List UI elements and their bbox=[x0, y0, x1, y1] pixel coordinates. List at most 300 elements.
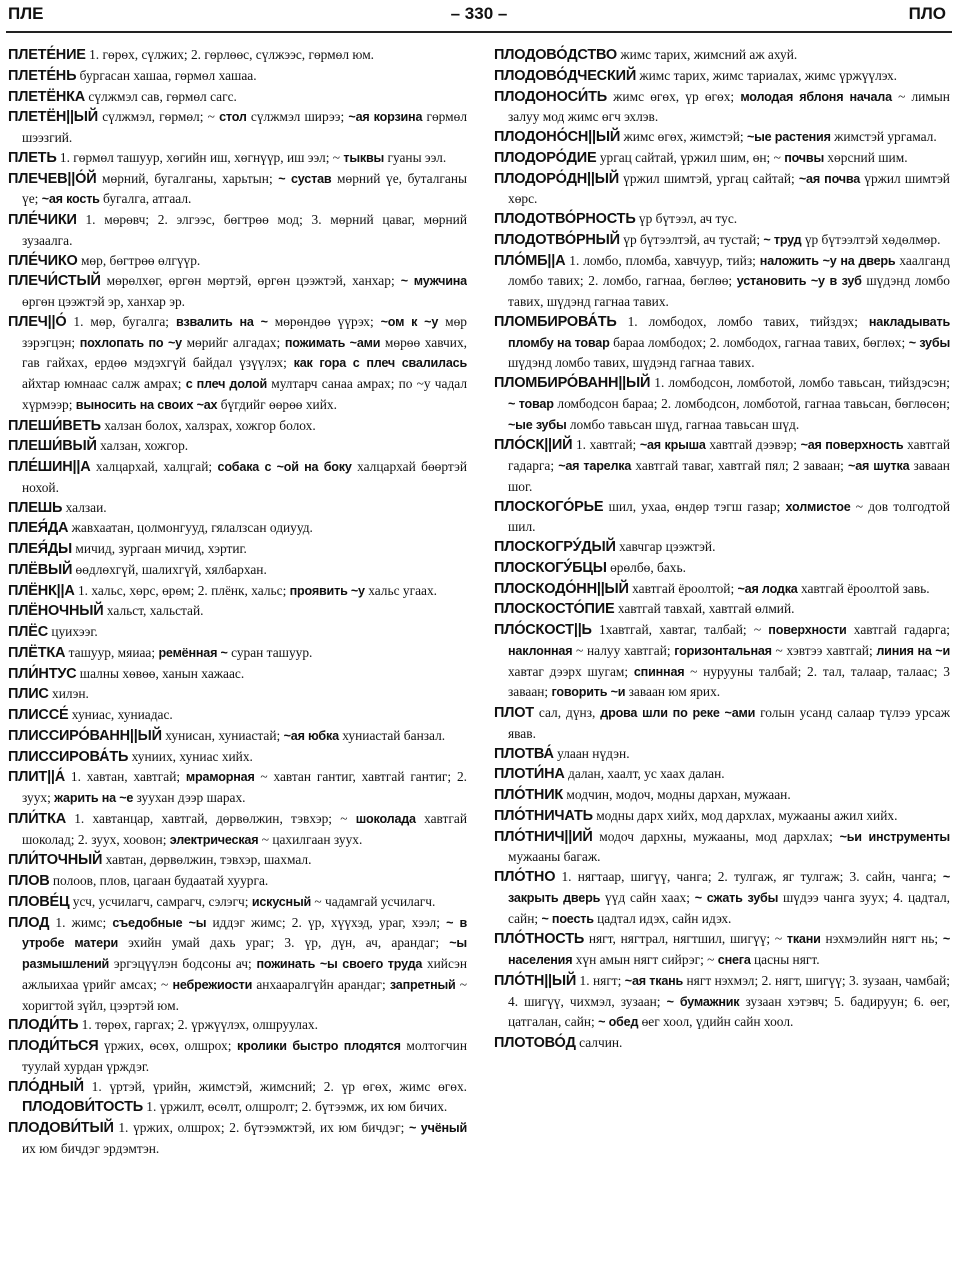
phrase: ~ая тарелка bbox=[558, 459, 632, 473]
definition-text: 1. ломбодсон, ломботой, ломбо тавьсан, тийздэсэн; bbox=[650, 375, 950, 390]
headword: ПЛОДОТВО́РНЫЙ bbox=[494, 231, 620, 248]
phrase: ~ труд bbox=[763, 232, 802, 247]
headword: ПЛО́ТНИК bbox=[494, 787, 564, 803]
definition-text: хавтгай гадарга; bbox=[846, 622, 950, 637]
dictionary-entry bbox=[494, 599, 950, 620]
definition-text: хуниас, хуниадас. bbox=[68, 707, 173, 722]
definition-text: айхтар юмнаас салж амрах; bbox=[22, 376, 186, 391]
definition-text: халзаи. bbox=[62, 499, 107, 515]
phrase: наложить ~у на дверь bbox=[759, 253, 896, 268]
definition-text: хавтгай шоколад; 2. зуух, хоовон; bbox=[22, 810, 467, 847]
headword: ПЛОСКОГРУ́ДЫЙ bbox=[494, 539, 616, 555]
phrase: кролики быстро плодятся bbox=[237, 1039, 401, 1053]
definition-text: мөрний, бугалганы, харьтын; bbox=[96, 170, 279, 186]
definition-text: шил, ухаа, өндөр тэгш газар; bbox=[603, 498, 786, 514]
dictionary-entry bbox=[494, 230, 950, 251]
phrase: ~ сжать зубы bbox=[694, 890, 779, 905]
dictionary-entry bbox=[8, 560, 467, 581]
definition-text: зуухан дээр шарах. bbox=[133, 790, 246, 805]
definition-text: ~ лимын залуу мод жимс өгч эхлэв. bbox=[508, 88, 950, 125]
definition-text: үр бүтээлтэй, ач тустай; bbox=[619, 231, 764, 247]
phrase: ~ учёный bbox=[408, 1121, 467, 1135]
definition-text: 1. жимс; bbox=[49, 914, 113, 930]
definition-text: салчин. bbox=[575, 1035, 623, 1050]
definition-text: халзан болох, халзрах, хожгор болох. bbox=[100, 417, 316, 433]
phrase: молодая яблоня начала bbox=[740, 89, 892, 104]
phrase: ~ая лодка bbox=[737, 581, 798, 596]
headword: ПЛОДИ́ТЬ bbox=[8, 1017, 79, 1034]
dictionary-entry bbox=[494, 251, 950, 312]
definition-text: 1. хавтгай; bbox=[572, 437, 640, 453]
dictionary-entry bbox=[494, 867, 950, 929]
definition-text: жимстэй ургамал. bbox=[830, 129, 937, 144]
phrase: ~ поесть bbox=[541, 911, 594, 926]
phrase: ~ьи инструменты bbox=[839, 829, 950, 844]
headword: ПЛО́ДНЫЙ bbox=[8, 1078, 84, 1095]
definition-text: хавчгар цээжтэй. bbox=[615, 539, 716, 554]
definition-text: бараа ломбодох; 2. ломбодох, гагнаа тавих, бөглөх; bbox=[609, 334, 909, 350]
definition-text: өөдлөхгүй, шалихгүй, хялбархан. bbox=[72, 561, 267, 577]
definition-text: жимс өгөх, жимстэй; bbox=[620, 129, 747, 144]
definition-text: үүд сайн хаах; bbox=[600, 889, 695, 905]
definition-text: халцархай бөөртэй нохой. bbox=[22, 459, 467, 495]
phrase: спинная bbox=[633, 664, 685, 679]
headword: ПЛО́ТНОСТЬ bbox=[494, 931, 585, 948]
definition-text: мөр, бөгтрөө өлгүүр. bbox=[77, 252, 201, 268]
headword: ПЛОТОВО́Д bbox=[494, 1035, 576, 1051]
phrase: похлопать по ~у bbox=[79, 335, 182, 350]
definition-text: цадтал идэх, сайн идэх. bbox=[593, 910, 732, 926]
definition-text: усч, усчилагч, самрагч, сэлэгч; bbox=[69, 893, 252, 909]
definition-text: мөрийг алгадах; bbox=[181, 334, 285, 350]
phrase: ~ закрыть дверь bbox=[508, 870, 950, 905]
definition-text: ~ чадамгай усчилагч. bbox=[311, 893, 436, 909]
definition-text: 1. мөрөвч; 2. элгээс, бөгтрөө мод; 3. мөрний цаваг, мөрний зузаалга. bbox=[22, 212, 467, 248]
headword: ПЛЕ́ШИН||А bbox=[8, 459, 91, 475]
phrase: жарить на ~е bbox=[54, 791, 134, 805]
page-header bbox=[0, 0, 958, 34]
definition-text: мөр зэрэгцэн; bbox=[22, 313, 467, 350]
definition-text: иддэг жимс; 2. үр, хүүхэд, ураг, хээл; bbox=[206, 914, 447, 930]
dictionary-entry bbox=[8, 312, 467, 416]
definition-text: модчин, модоч, модны дархан, мужаан. bbox=[563, 787, 791, 802]
definition-text: 1хавтгай, хавтаг, талбай; ~ bbox=[591, 622, 769, 637]
headword: ПЛО́ТНИЧ||ИЙ bbox=[494, 828, 593, 845]
phrase: шоколада bbox=[355, 811, 416, 826]
definition-text: ~ хавтан гантиг, хавтгай гантиг; 2. зуух; bbox=[22, 769, 467, 805]
phrase: электрическая bbox=[169, 832, 259, 847]
dictionary-entry bbox=[8, 747, 467, 768]
phrase: ~ая крыша bbox=[639, 438, 706, 453]
dictionary-entry bbox=[8, 892, 467, 913]
definition-text: хавтгай ёроолтой завь. bbox=[797, 580, 930, 596]
phrase: дрова шли по реке ~ами bbox=[600, 706, 756, 720]
dictionary-entry bbox=[8, 726, 467, 747]
phrase: стол bbox=[219, 110, 247, 125]
headword: ПЛОСКОГО́РЬЕ bbox=[494, 498, 604, 515]
phrase: ~ом к ~у bbox=[380, 314, 439, 329]
definition-text: шүдэнд ломбо тавих, шүдэнд гагнаа тавих. bbox=[508, 355, 755, 371]
definition-text: бүгдийг өөрөө хийх. bbox=[217, 396, 337, 412]
dictionary-entry bbox=[494, 806, 950, 827]
headword: ПЛИССИРО́ВАНН||ЫЙ bbox=[8, 727, 162, 744]
running-head-right: ПЛО bbox=[908, 4, 946, 23]
definition-text: нягт, нягтрал, нягтшил, шигүү; ~ bbox=[584, 931, 787, 947]
headword: ПЛЁНОЧНЫЙ bbox=[8, 603, 104, 620]
headword: ПЛОДИ́ТЬСЯ bbox=[8, 1038, 99, 1054]
phrase: ~ая корзина bbox=[348, 110, 423, 125]
definition-text: анхааралгүйн арандаг; bbox=[252, 976, 390, 992]
definition-text: сал, дүнз, bbox=[533, 705, 601, 720]
phrase: ~ мужчина bbox=[400, 274, 467, 289]
definition-text: өргөн цээжтэй эр, ханхар эр. bbox=[22, 294, 186, 309]
dictionary-entry bbox=[8, 107, 467, 148]
headword: ПЛЁВЫЙ bbox=[8, 561, 73, 578]
headword: ПЛИ́НТУС bbox=[8, 665, 77, 682]
definition-text: үр бүтээлтэй хөдөлмөр. bbox=[801, 231, 941, 247]
definition-text: ~ хоригтой зүйл, цээртэй юм. bbox=[22, 976, 467, 1013]
phrase: собака с ~ой на боку bbox=[217, 460, 352, 474]
headword: ПЛЕТЕ́НИЕ bbox=[8, 47, 86, 63]
headword: ПЛЁТКА bbox=[8, 644, 66, 661]
phrase: ткани bbox=[786, 932, 821, 947]
phrase: почвы bbox=[784, 150, 825, 165]
phrase: наклонная bbox=[508, 643, 573, 658]
dictionary-entry bbox=[8, 498, 467, 519]
definition-text: 1. үржилт, өсөлт, олшролт; 2. бүтээмж, их юм бичих. bbox=[142, 1099, 448, 1115]
headword: ПЛОДОТВО́РНОСТЬ bbox=[494, 211, 636, 227]
dictionary-entry bbox=[494, 744, 950, 765]
definition-text: ~ цахилгаан зуух. bbox=[258, 831, 363, 847]
dictionary-entry bbox=[494, 703, 950, 744]
dictionary-entry bbox=[8, 622, 467, 643]
definition-text: шалны хөвөө, ханын хажаас. bbox=[76, 665, 245, 681]
dictionary-entry bbox=[8, 601, 467, 622]
dictionary-entry bbox=[494, 971, 950, 1033]
phrase: накладывать пломбу на товар bbox=[508, 314, 950, 350]
definition-text: ~ хэвтээ хавтгай; bbox=[771, 642, 877, 658]
headword: ПЛОДОРО́ДН||ЫЙ bbox=[494, 170, 619, 187]
definition-text: бургасан хашаа, гөрмөл хашаа. bbox=[76, 67, 257, 83]
definition-text: жимс тарих, жимсний аж ахуй. bbox=[616, 47, 798, 62]
phrase: снега bbox=[717, 953, 751, 967]
header-rule bbox=[6, 31, 952, 33]
headword: ПЛОСКОГУ́БЦЫ bbox=[494, 559, 607, 576]
headword: ПЛЕШИ́ВЫЙ bbox=[8, 438, 97, 455]
definition-text: заваан юм ярих. bbox=[625, 684, 721, 700]
definition-text: халцархай, халцгай; bbox=[90, 459, 218, 474]
phrase: выносить на своих ~ах bbox=[75, 397, 218, 412]
dictionary-entry bbox=[494, 373, 950, 435]
dictionary-entry bbox=[8, 45, 467, 66]
dictionary-entry bbox=[494, 87, 950, 128]
definition-text: эхийн умай дахь ураг; 3. үр, дүн, ач, арандаг; bbox=[117, 935, 450, 951]
headword: ПЛОДОВИ́ТОСТЬ bbox=[22, 1099, 143, 1116]
headword: ПЛО́СКОСТ||Ь bbox=[494, 622, 592, 638]
phrase: ~ бумажник bbox=[666, 994, 740, 1009]
definition-text: 1. хавтан, хавтгай; bbox=[65, 769, 186, 785]
headword: ПЛО́СК||ИЙ bbox=[494, 437, 573, 454]
dictionary-entry bbox=[494, 127, 950, 148]
dictionary-entry bbox=[8, 1015, 467, 1036]
headword: ПЛОДОВО́ДЧЕСКИЙ bbox=[494, 67, 637, 84]
phrase: ~ые растения bbox=[746, 130, 831, 144]
dictionary-entry bbox=[494, 66, 950, 87]
definition-text: гөрмөл шээзгий. bbox=[22, 109, 467, 145]
definition-text: ломбо тавьсан шүд, гагнаа тавьсан шүд. bbox=[566, 416, 800, 432]
dictionary-entry bbox=[494, 435, 950, 496]
dictionary-entry bbox=[494, 209, 950, 230]
phrase: ~ая поверхность bbox=[800, 438, 904, 453]
definition-text: өрөлбө, бахь. bbox=[606, 559, 686, 575]
definition-text: хуниих, хуниас хийх. bbox=[128, 748, 253, 764]
phrase: небрежиости bbox=[172, 977, 253, 992]
definition-text: үржил шимтэй хөрс. bbox=[508, 170, 950, 207]
definition-text: суран ташуур. bbox=[227, 644, 313, 660]
headword: ПЛЕШЬ bbox=[8, 499, 63, 516]
dictionary-entry bbox=[494, 929, 950, 971]
dictionary-entry bbox=[8, 809, 467, 851]
headword: ПЛЁНК||А bbox=[8, 582, 75, 599]
phrase: ~ые зубы bbox=[508, 417, 567, 432]
dictionary-entry bbox=[8, 251, 467, 272]
dictionary-entry bbox=[8, 705, 467, 726]
phrase: ремённая ~ bbox=[158, 645, 228, 660]
definition-text: 1. гөрөх, сүлжих; 2. гөрлөөс, сүлжээс, гөрмөл юм. bbox=[85, 47, 375, 62]
phrase: ~ая юбка bbox=[283, 728, 339, 743]
phrase: ~ая шутка bbox=[848, 459, 910, 473]
headword: ПЛОТ bbox=[494, 705, 534, 721]
definition-text: мөрөлхөг, өргөн мөртэй, өргөн цээжтэй, ханхар; bbox=[100, 273, 401, 289]
definition-text: ташуур, мяиаа; bbox=[65, 644, 159, 660]
dictionary-entry bbox=[8, 436, 467, 457]
dictionary-entry bbox=[8, 1036, 467, 1077]
definition-text: ургац сайтай, үржил шим, өн; ~ bbox=[596, 149, 785, 165]
definition-text: сүлжмэл сав, гөрмөл сагс. bbox=[85, 88, 237, 104]
dictionary-entry bbox=[494, 537, 950, 558]
headword: ПЛЁС bbox=[8, 624, 48, 640]
phrase: как гора с плеч свалилась bbox=[293, 356, 467, 371]
dictionary-entry bbox=[8, 1077, 467, 1119]
headword: ПЛИТ||А́ bbox=[8, 769, 66, 786]
headword: ПЛЕЧИ́СТЫЙ bbox=[8, 273, 101, 290]
phrase: ~ обед bbox=[598, 1015, 639, 1030]
definition-text: 1. төрөх, гаргах; 2. үржүүлэх, олшруулах. bbox=[78, 1017, 318, 1033]
dictionary-entry bbox=[494, 620, 950, 703]
dictionary-entry bbox=[8, 643, 467, 664]
phrase: с плеч долой bbox=[185, 377, 268, 391]
headword: ПЛЕ́ЧИКО bbox=[8, 252, 78, 269]
dictionary-entry bbox=[8, 871, 467, 892]
dictionary-entry bbox=[494, 785, 950, 806]
headword: ПЛОДОНО́СН||ЫЙ bbox=[494, 129, 621, 145]
definition-text: 1. нягт; bbox=[576, 972, 625, 988]
phrase: говорить ~и bbox=[551, 685, 626, 700]
phrase: тыквы bbox=[343, 150, 385, 165]
definition-text: хавтгай тавхай, хавтгай өлмий. bbox=[614, 601, 795, 617]
headword: ПЛЕЯ́ДЫ bbox=[8, 541, 73, 557]
dictionary-entry bbox=[8, 850, 467, 871]
headword: ПЛОДОВИ́ТЫЙ bbox=[8, 1120, 114, 1136]
dictionary-entry bbox=[494, 169, 950, 210]
definition-text: зузаан хэтэвч; 5. бадируун; 6. өег, цатгалан, сайн; bbox=[508, 993, 950, 1030]
dictionary-entry bbox=[8, 210, 467, 251]
definition-text: модоч дархны, мужааны, мод дархлах; bbox=[592, 828, 840, 844]
definition-text: хаалганд ломбо тавих; 2. ломбо, гагнаа, бөглөө; bbox=[508, 252, 950, 289]
definition-text: хавтан, дөрвөлжин, тэвхэр, шахмал. bbox=[102, 852, 312, 868]
definition-text: мөрөндөө үүрэх; bbox=[267, 313, 381, 329]
definition-text: ~ налуу хавтгай; bbox=[572, 642, 675, 658]
dictionary-entry bbox=[8, 684, 467, 705]
dictionary-entry bbox=[8, 539, 467, 560]
definition-text: хальс угаах. bbox=[364, 582, 437, 598]
definition-text: бугалга, атгаал. bbox=[99, 191, 192, 207]
headword: ПЛЕЧЕВ||О́Й bbox=[8, 170, 97, 187]
definition-text: хүн амын нягт сийрэг; ~ bbox=[572, 952, 718, 967]
definition-text: цуихээг. bbox=[47, 624, 98, 639]
definition-text: мөрөө хавчих, гав гайхах, ердөө мэдэхгүй байдал үзүүлэх; bbox=[22, 334, 467, 371]
definition-text: үржих, өсөх, олшрох; bbox=[98, 1038, 238, 1053]
definition-text: 1. үртэй, үрийн, жимстэй, жимсний; 2. үр өгөх, жимс өгөх. bbox=[83, 1078, 467, 1094]
right-column bbox=[494, 45, 950, 1281]
dictionary-entry bbox=[8, 416, 467, 437]
definition-text: үр бүтээл, ач тус. bbox=[635, 211, 738, 226]
headword: ПЛОДОНОСИ́ТЬ bbox=[494, 88, 608, 105]
definition-text: их юм бичдэг эрдэмтэн. bbox=[22, 1140, 160, 1156]
phrase: поверхности bbox=[768, 623, 847, 637]
dictionary-entry bbox=[8, 457, 467, 498]
phrase: ~ населения bbox=[508, 932, 950, 967]
phrase: ~ зубы bbox=[908, 335, 950, 350]
phrase: пожинать ~ы своего труда bbox=[256, 957, 423, 971]
headword: ПЛЕТЁНКА bbox=[8, 88, 86, 105]
definition-text: нягт нэхмэл; 2. нягт, шигүү; 3. зузаан, чамбай; 4. шигүү, чихмэл, зузаан; bbox=[508, 972, 950, 1009]
definition-text: хальст, хальстай. bbox=[103, 603, 204, 619]
definition-text: хавтгай дээвэр; bbox=[705, 437, 801, 453]
definition-text: гуаны ээл. bbox=[384, 149, 447, 165]
definition-text: сүлжмэл ширээ; bbox=[246, 109, 349, 125]
phrase: мраморная bbox=[185, 770, 255, 785]
definition-text: мөрний үе, буталганы үе; bbox=[22, 170, 467, 207]
dictionary-entry bbox=[8, 271, 467, 312]
definition-text: сүлжмэл, гөрмөл; ~ bbox=[98, 109, 220, 125]
definition-text: нэхмэлийн нягт нь; bbox=[820, 931, 943, 947]
dictionary-entry bbox=[494, 827, 950, 868]
headword: ПЛОМБИРО́ВАНН||ЫЙ bbox=[494, 375, 651, 391]
headword: ПЛЕЯ́ДА bbox=[8, 520, 69, 537]
dictionary-entry bbox=[8, 913, 467, 1016]
headword: ПЛОД bbox=[8, 914, 50, 931]
definition-text: мужааны багаж. bbox=[508, 849, 601, 865]
definition-text: жимс өгөх, үр өгөх; bbox=[607, 88, 741, 104]
definition-text: халзан, хожгор. bbox=[96, 438, 189, 454]
headword: ПЛИ́ТКА bbox=[8, 810, 66, 827]
dictionary-entry bbox=[8, 66, 467, 87]
definition-text: үржил шимтэй, ургац сайтай; bbox=[618, 170, 799, 186]
definition-text: далан, хаалт, ус хаах далан. bbox=[564, 766, 725, 782]
dictionary-entry bbox=[8, 169, 467, 211]
phrase: взвалить на ~ bbox=[175, 314, 268, 329]
definition-text: хуниастай банзал. bbox=[338, 727, 446, 743]
phrase: линия на ~и bbox=[876, 643, 950, 658]
definition-text: 1. нягтаар, шигүү, чанга; 2. тулгаж, яг тулгаж; 3. сайн, чанга; bbox=[555, 869, 943, 884]
definition-text: ~ нурууны талбай; 2. тал, талаар, талаас; 3 заваан; bbox=[508, 663, 950, 700]
definition-text: полоов, плов, цагаан будаатай хуурга. bbox=[49, 873, 269, 888]
headword: ПЛОМБИРОВА́ТЬ bbox=[494, 313, 617, 330]
running-head-left: ПЛЕ bbox=[8, 4, 44, 23]
dictionary-entry bbox=[494, 148, 950, 169]
phrase: горизонтальная bbox=[674, 643, 772, 658]
headword: ПЛОСКОСТО́ПИЕ bbox=[494, 601, 615, 618]
definition-text: мичид, зургаан мичид, хэртиг. bbox=[72, 541, 247, 556]
headword: ПЛЕ́ЧИКИ bbox=[8, 212, 77, 228]
phrase: ~ая кость bbox=[41, 192, 100, 207]
definition-text: жавхаатан, цолмонгууд, гялалзсан одиууд. bbox=[68, 520, 313, 536]
definition-text: хавтгай таваг, хавтгай пял; 2 заваан; bbox=[631, 458, 849, 473]
dictionary-entry bbox=[8, 148, 467, 169]
dictionary-entry bbox=[8, 87, 467, 108]
definition-text: молтогчин туулай хурдан үрждэг. bbox=[22, 1038, 467, 1074]
left-column bbox=[8, 45, 467, 1281]
headword: ПЛИС bbox=[8, 686, 49, 703]
headword: ПЛОВ bbox=[8, 873, 50, 889]
definition-text: жимс тарих, жимс тариалах, жимс үржүүлэх. bbox=[636, 67, 898, 83]
phrase: ~ в утробе матери bbox=[22, 915, 467, 951]
definition-text: мултарч санаа амрах; по ~у чадал хүрмээр; bbox=[22, 376, 467, 412]
headword: ПЛИССИРОВА́ТЬ bbox=[8, 748, 129, 765]
phrase: пожимать ~ами bbox=[284, 335, 381, 350]
headword: ПЛОДОРО́ДИЕ bbox=[494, 149, 597, 166]
dictionary-entry bbox=[8, 518, 467, 539]
dictionary-entry bbox=[8, 767, 467, 809]
phrase: ~ сустав bbox=[278, 171, 332, 186]
phrase: ~ая почва bbox=[798, 171, 861, 186]
headword: ПЛИ́ТОЧНЫЙ bbox=[8, 852, 103, 869]
headword: ПЛИССЕ́ bbox=[8, 707, 69, 723]
headword: ПЛОВЕ́Ц bbox=[8, 893, 70, 910]
definition-text: голын усанд салаар түлээ урсаж явав. bbox=[508, 705, 950, 741]
definition-text: 1. ломбо, пломба, хавчуур, тийз; bbox=[565, 252, 760, 268]
definition-text: өег хоол, үдийн сайн хоол. bbox=[638, 1014, 794, 1030]
phrase: ~ товар bbox=[508, 396, 554, 411]
headword: ПЛО́ТНИЧАТЬ bbox=[494, 807, 593, 824]
headword: ПЛО́ТН||ЫЙ bbox=[494, 972, 577, 989]
phrase: холмистое bbox=[785, 499, 851, 514]
definition-text: эргэцүүлэн бодсоны ач; bbox=[109, 956, 257, 971]
definition-text: 1. хальс, хөрс, өрөм; 2. плёнк, хальс; bbox=[74, 582, 290, 598]
dictionary-entry bbox=[494, 497, 950, 538]
headword: ПЛОСКОДО́НН||ЫЙ bbox=[494, 580, 629, 597]
dictionary-entry bbox=[494, 312, 950, 373]
definition-text: 1. үржих, олшрох; 2. бүтээмжтэй, их юм бичдэг; bbox=[113, 1120, 409, 1135]
definition-text: шүдэнд ломбо тавих, шүдэнд гагнаа тавих. bbox=[508, 273, 950, 309]
dictionary-entry bbox=[494, 764, 950, 785]
definition-text: хавтгай ёроолтой; bbox=[628, 580, 738, 596]
phrase: искусный bbox=[251, 894, 312, 909]
definition-text: хийсэн ажлыихаа үрийг амсах; ~ bbox=[22, 956, 467, 992]
headword: ПЛЕШИ́ВЕТЬ bbox=[8, 417, 101, 434]
definition-text: хунисан, хуниастай; bbox=[161, 727, 284, 743]
definition-text: 1. гөрмөл ташуур, хөгийн иш, хөгнүүр, иш ээл; ~ bbox=[56, 149, 344, 165]
dictionary-entry bbox=[8, 1118, 467, 1159]
phrase: установить ~у в зуб bbox=[736, 274, 862, 289]
definition-text: 1. хавтанцар, хавтгай, дөрвөлжин, тэвхэр; ~ bbox=[66, 810, 356, 826]
definition-text: хөрсний шим. bbox=[824, 149, 908, 165]
dictionary-entry bbox=[494, 558, 950, 579]
definition-text: заваан шог. bbox=[508, 458, 950, 494]
headword: ПЛЕТЁН||ЫЙ bbox=[8, 109, 99, 126]
definition-text: 1. мөр, бугалга; bbox=[66, 313, 176, 329]
